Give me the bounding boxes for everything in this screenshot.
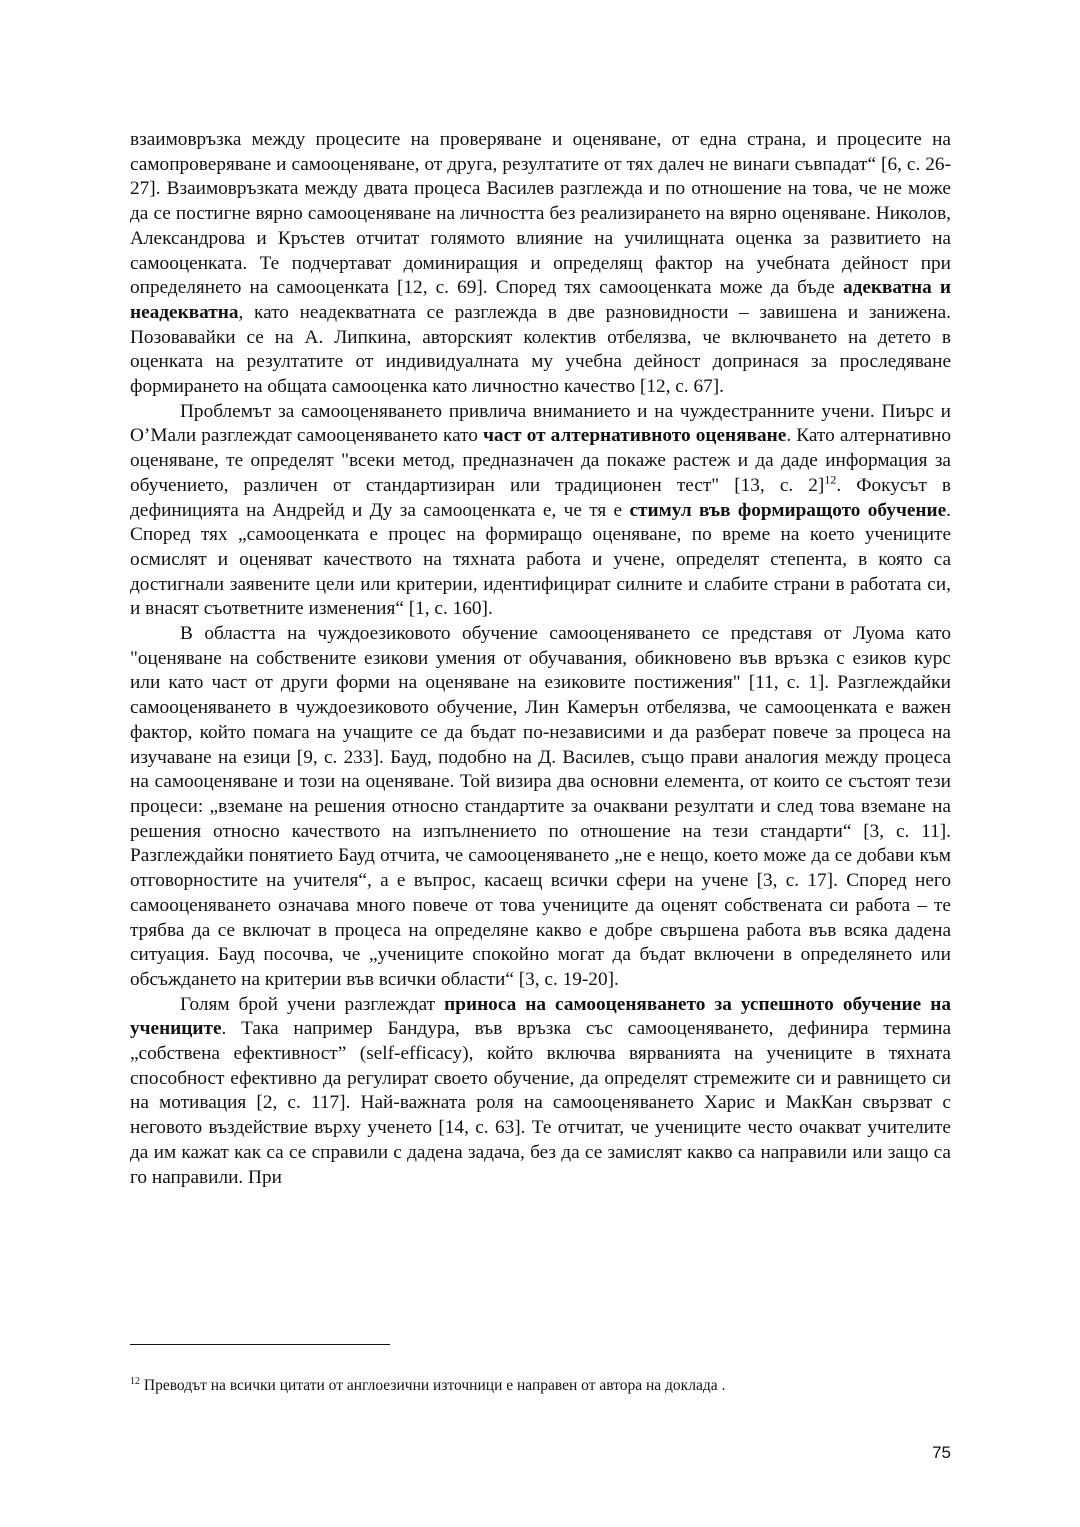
- page-number: 75: [932, 1443, 951, 1462]
- paragraph-1-text-a: взаимовръзка между процесите на проверяване и оценяване, от една страна, и процесите на самопроверяване и самооценяване, от друга, резултатите от тях далеч не винаги съвпадат“ [6, с. 26-27]. Взаимовръзката между двата процеса Василев разглежда и по отношение на това, че не може да се постигне вярно самооценяване на личността без реализирането на вярно оценяване. Николов, Александрова и Кръстев отчитат голямото влияние на училищната оценка за развитието на самооценката. Те подчертават доминиращия и определящ фактор на учебната дейност при определянето на самооценката [12, с. 69]. Според тях самооценката може да бъде: [130, 129, 951, 299]
- footnote: [130, 1376, 951, 1396]
- paragraph-3-text-a: В областта на чуждоезиковото обучение самооценяването се представя от Луома като "оценяване на собствените езикови умения от обучавания, обикновено във връзка с езиков курс или като част от други форми на оценяване на езиковите постижения" [11, с. 1]. Разглеждайки самооценяването в чуждоезиковото обучение, Лин Камерън отбелязва, че самооценката е важен фактор, който помага на учащите се да бъдат по-независими и да разберат повече за процеса на изучаване на езици [9, с. 233]. Бауд, подобно на Д. Василев, също прави аналогия между процеса на самооценяване и този на оценяване. Той визира два основни елемента, от които се състоят тези процеси: „вземане на решения относно стандартите за очаквани резултати и след това вземане на решения относно качеството на изпълнението по отношение на тези стандарти“ [3, с. 11]. Разглеждайки понятието Бауд отчита, че самооценяването „не е нещо, което може да се добави към отговорностите на учителя“, а е въпрос, касаещ всички сфери на учене [3, с. 17]. Според него самооценяването означава много повече от това учениците да оценят собствената си работа – те трябва да се включат в процеса на определяне какво е добре свършена работа във всяка дадена ситуация. Бауд посочва, че „учениците спокойно могат да бъдат включени в определянето или обсъждането на критерии във всички области“ [3, с. 19-20].: [130, 623, 951, 990]
- paragraph-1-bold-a: адекватна и неадекватна: [130, 277, 951, 323]
- paragraph-3: [130, 622, 951, 993]
- paragraph-2-bold-a: част от алтернативното оценяване: [483, 425, 787, 447]
- paragraph-4-text-b: . Така например Бандура, във връзка със самооценяването, дефинира термина „собствена ефективност” (self-efficacy), който включва вярванията на учениците в тяхната способност ефективно да регулират своето обучение, да определят стремежите си и равнището си на мотивация [2, с. 117]. Най-важната роля на самооценяването Харис и МакКан свързват с неговото въздействие върху ученето [14, с. 63]. Те отчитат, че учениците често очакват учителите да им кажат как са се справили с дадена задача, без да се замислят какво са направили или защо са го направили. При: [130, 1018, 951, 1188]
- paragraph-4-text-a: Голям брой учени разглеждат: [180, 993, 445, 1015]
- footnote-separator: [130, 1344, 390, 1345]
- body-text: [130, 128, 951, 1190]
- footnote-reference[interactable]: 12: [824, 472, 837, 487]
- paragraph-1-text-b: , като неадекватната се разглежда в две разновидности – завишена и занижена. Позовавайки се на А. Липкина, авторският колектив отбелязва, че включването на детето в оценката на резултатите от индивидуалната му учебна дейност допринася за проследяване формирането на общата самооценка като личностно качество [12, с. 67].: [130, 301, 951, 398]
- paragraph-1: [130, 128, 951, 400]
- paragraph-2: [130, 400, 951, 622]
- footnote-text: Преводът на всички цитати от англоезични източници е направен от автора на доклада .: [140, 1377, 726, 1394]
- paragraph-2-text-b: . Като алтернативно оценяване, те определят "всеки метод, предназначен да покаже растеж и да даде информация за обучението, различен от стандартизиран или традиционен тест" [13, с. 2]: [130, 425, 951, 496]
- paragraph-4-bold-a: приноса на самооценяването за успешното обучение на учениците: [130, 993, 951, 1040]
- paragraph-2-text-d: . Според тях „самооценката е процес на формиращо оценяване, по време на което учениците осмислят и оценяват качеството на тяхната работа и учене, определят степента, в която са достигнали заявените цели или критерии, идентифицират силните и слабите страни в работата си, и внасят съответните изменения“ [1, с. 160].: [130, 499, 951, 620]
- paragraph-2-text-a: Проблемът за самооценяването привлича вниманието и на чуждестранните учени. Пиърс и О’Мали разглеждат самооценяването като: [130, 400, 951, 447]
- paragraph-2-bold-b: стимул във формиращото обучение: [629, 499, 947, 521]
- footnote-number: 12: [130, 1375, 140, 1387]
- paragraph-2-text-c: . Фокусът в дефиницията на Андрейд и Ду за самооценката е, че тя е: [130, 474, 951, 521]
- paragraph-4: [130, 993, 951, 1191]
